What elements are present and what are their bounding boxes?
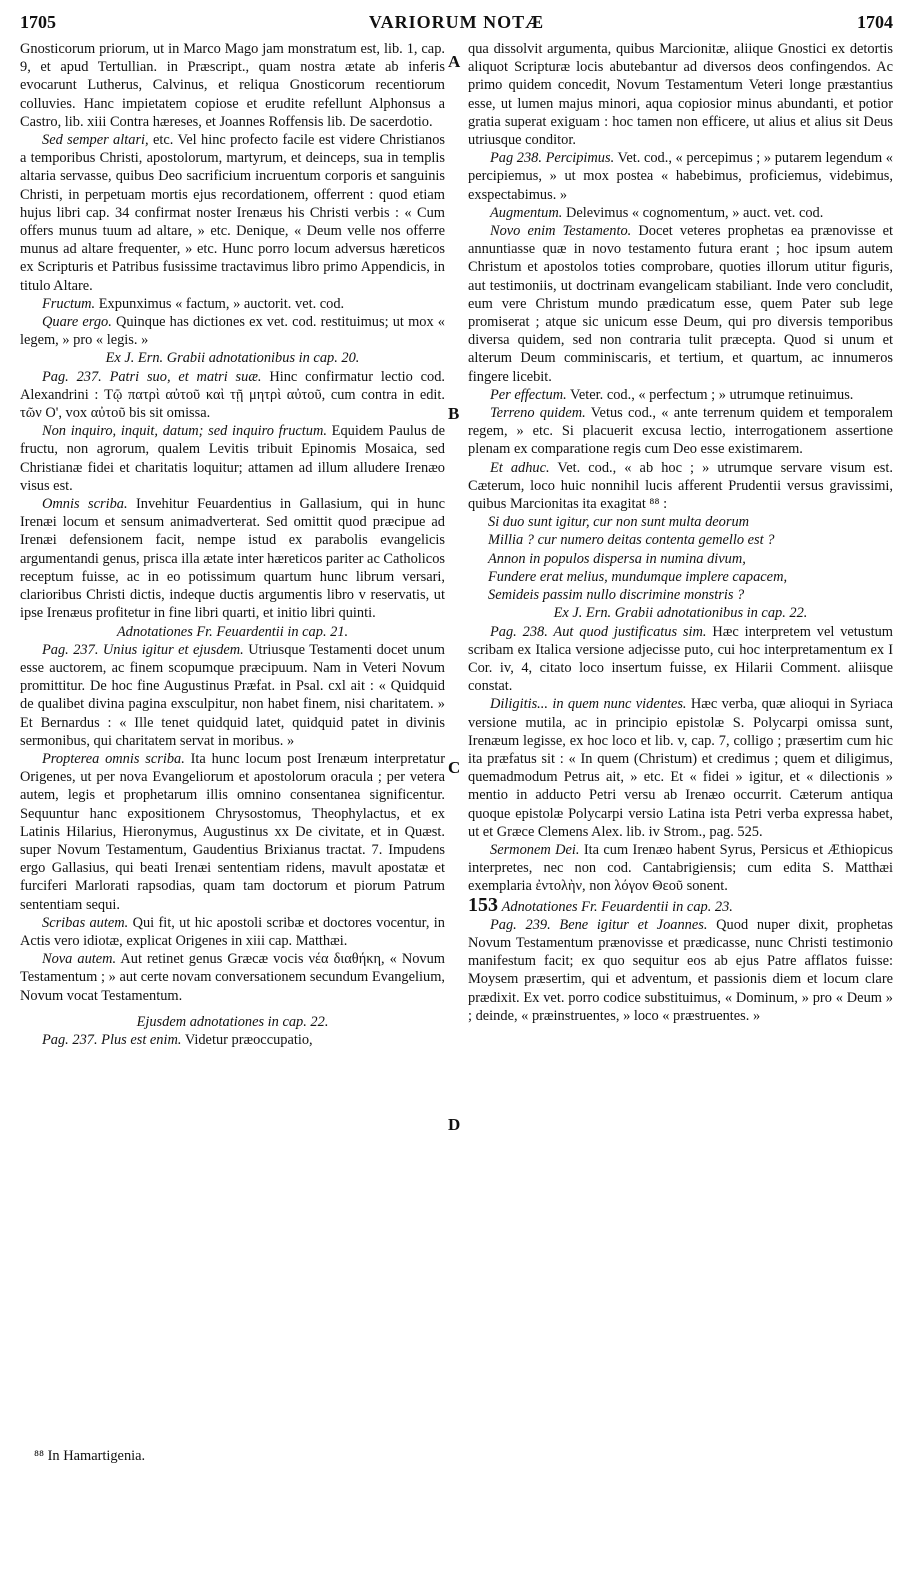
annotation-text: Vet. cod., « percepimus ; » putarem legendum « percipiemus, » ut mox postea « habebimus, proficiemus, videbimus, exspectabimus. » — [468, 150, 894, 203]
lemma: Pag. 237. Unius igitur et ejusdem. — [42, 641, 244, 658]
annotation-text: etc. Vel hinc profecto facile est videre Christianos a temporibus Christi, apostolorum, martyrum, et deinceps, sua in templis altaria servasse, quibus Deo sacrificium incruentum corporis et sanguinis Christi, in perpetuam mortis ejus recordationem, offerrent : quod etiam hujus libri cap. 34 confirmat noster Irenæus his Christi verbis : « Cum offers munus tuum ad altare, » etc. Denique, « Deum velle nos offerre munus ad altare frequenter, » etc. Hunc porro locum adversus hæreticos ex Scripturis et Patribus fusissime tractavimus libro primo Appendicis, in titulo Altare. — [20, 132, 445, 294]
verse-line: Fundere erat melius, mundumque implere capacem, — [488, 568, 788, 585]
lemma: Per effectum. — [490, 386, 567, 403]
annotation-paragraph — [20, 368, 445, 423]
section-heading: Ejusdem adnotationes in cap. 22. — [136, 1013, 329, 1030]
right-column — [468, 40, 893, 1025]
lemma: Nova autem. — [42, 951, 117, 968]
lemma: Pag 238. Percipimus. — [490, 150, 615, 167]
heading-text: Adnotationes Fr. Feuardentii in cap. 23. — [501, 898, 733, 915]
lemma: Et adhuc. — [490, 459, 550, 476]
paragraph: qua dissolvit argumenta, quibus Marcionitæ, aliique Gnostici ex detortis aliquot Scripturæ locis abutebantur ad diversos deos confingendos. Ac primo quidem concedit, Novum Testamentum Veteri longe præstantius esse, ut lumen majus minori, aqua copiosior minus abundanti, et potior gratia superat exiguam : hoc tamen non efficere, ut alius et alius sit Deus utriusque conditor. — [468, 41, 893, 149]
annotation-paragraph — [468, 623, 893, 696]
lemma: Diligitis... in quem nunc videntes. — [490, 696, 687, 713]
annotation-paragraph — [468, 404, 893, 459]
margin-marker-b: B — [448, 404, 460, 423]
annotation-paragraph — [468, 459, 893, 514]
margin-marker-c: C — [448, 758, 461, 777]
annotation-paragraph — [468, 149, 893, 204]
lemma: Pag. 237. Patri suo, et matri suæ. — [42, 368, 262, 385]
lemma: Sermonem Dei. — [490, 841, 580, 858]
folio-number: 153 — [468, 893, 498, 916]
annotation-paragraph — [20, 750, 445, 914]
annotation-paragraph — [468, 204, 893, 222]
annotation-paragraph — [468, 386, 893, 404]
annotation-paragraph — [20, 131, 445, 295]
annotation-paragraph — [468, 222, 893, 386]
section-heading: Ex J. Ern. Grabii adnotationibus in cap. 20. — [105, 350, 360, 367]
annotation-paragraph — [468, 916, 893, 1025]
verse-line: Semideis passim nullo discrimine monstris ? — [488, 587, 745, 604]
page-number-left: 1705 — [20, 12, 56, 32]
running-title: VARIORUM NOTÆ — [368, 12, 545, 32]
annotation-text: Ita cum Irenæo habent Syrus, Persicus et Æthiopicus interpretes, nec non cod. Cantabrigiensis; cum edita S. Matthæi exemplaria ἐντολὴν, non λόγον Θεοῦ sonent. — [468, 841, 893, 895]
lemma: Propterea omnis scriba. — [42, 750, 185, 767]
section-heading — [468, 893, 893, 916]
annotation-text: Qui fit, ut hic apostoli scribæ et doctores vocentur, in Actis vero idiotæ, explicat Origenes in xiii cap. Matthæi. — [20, 914, 445, 949]
section-heading: Ex J. Ern. Grabii adnotationibus in cap. 22. — [553, 605, 808, 622]
verse-line: Millia ? cur numero deitas contenta gemello est ? — [488, 532, 775, 549]
annotation-text: Equidem Paulus de fructu, non agrorum, qualem Levitis tribuit Epinomis Mosaica, sed Christianæ fidei et charitatis loquitur; attamen ad illum alludere Irenæo visus est. — [20, 423, 445, 494]
running-header — [20, 12, 893, 38]
footnote: ⁸⁸ In Hamartigenia. — [34, 1448, 146, 1464]
annotation-paragraph — [468, 841, 893, 896]
lemma: Novo enim Testamento. — [490, 223, 632, 240]
annotation-text: Quinque has dictiones ex vet. cod. restituimus; ut mox « legem, » pro « legis. » — [20, 314, 445, 349]
annotation-text: Docet veteres prophetas ea prænovisse et annuntiasse quæ in novo testamento futura erant ; hoc ipsum autem Christum et apostolos toties comprobare, quoties illorum utitur figuris, aut testimoniis, ut doctrinam evangelicam stabiliant. Inde vero concludit, eum vere Christum mundo prædicatum esse, quem Pater sub lege promiserat ; atque sic unicum esse Deum, qui pro diversis temporibus diversa quidem, sed non contraria tulit præcepta. Quod si unum et alterum Deum comminiscaris, et tertium, et quartum, ac innumeros fingere licebit. — [468, 223, 893, 385]
annotation-text: Hæc interpretem vel vetustum scribam ex Italica versione adjecisse puto, cui hoc interpretamentum ex I Cor. iv, 4, citato loco insertum fuisse, ex Hilarii Comment. aliisque constat. — [468, 623, 893, 695]
annotation-text: Vet. cod., « ab hoc ; » utrumque servare visum est. Cæterum, loco huic nonnihil lucis afferent Prudentii versus gravissimi, quibus Marcionitas ita exagitat ⁸⁸ : — [468, 459, 893, 513]
annotation-text: Invehitur Feuardentius in Gallasium, qui in hunc Irenæi locum et sensum animadverterat. Sed omittit quod præcipue ad Irenæi defensionem facit, nempe istud ex parabolis evangelicis argumentandi genus, prisca illa ætate inter hæreticos pariter ac Catholicos receptum fuisse, ac in eo potissimum quartum hunc librum versari, clarioribus Christi dictis, indeque ductis argumentis libro v reservatis, ut ipse Irenæus profitetur in fine libri quarti, et initio libri quinti. — [20, 496, 445, 622]
annotation-paragraph — [20, 313, 445, 349]
margin-marker-d: D — [448, 1115, 461, 1134]
annotation-text: Ita hunc locum post Irenæum interpretatur Origenes, ut per nova Evangeliorum et apostolorum oracula ; per vetera autem, legis et prophetarum illis omnino consentanea significentur. Sequuntur hanc expositionem Chrysostomus, Theophylactus, et ex Latinis Hilarius, Hieronymus, Augustinus xx De civitate, et in Quæst. super Novum Testamentum, Gaudentius Brixianus tractat. 7. Impudens ergo Gallasius, qui beati Irenæi sententiam ridens, mavult apostatæ et furciferi Marlorati rapsodias, quam tam doctorum et piorum Patrum sententiam sequi. — [20, 750, 446, 913]
lemma: Sed semper altari, — [42, 132, 149, 149]
annotation-paragraph — [20, 914, 445, 950]
lemma: Augmentum. — [490, 204, 563, 221]
annotation-text: Videtur præoccupatio, — [181, 1031, 313, 1048]
annotation-text: Hinc confirmatur lectio cod. Alexandrini : Τῷ πατρὶ αὐτοῦ καὶ τῇ μητρὶ αὐτοῦ, cum contra in edit. τῶν Ο', vox αὐτοῦ bis sit omissa. — [20, 368, 445, 422]
page-number-right: 1704 — [857, 12, 893, 32]
annotation-paragraph — [20, 1031, 445, 1049]
verse-block — [468, 513, 893, 604]
verse-line: Annon in populos dispersa in numina divum, — [488, 550, 746, 567]
paragraph: Gnosticorum priorum, ut in Marco Mago jam monstratum est, lib. 1, cap. 9, et apud Tertullian. in Præscript., quam nostra ætate ab inferis evocarunt Lutherus, Calvinus, et reliqua Gnosticorum recentiorum colluvies. Hanc impietatem copiose et erudite refellunt Alphonsus a Castro, lib. xiii Contra hæreses, et Joannes Roffensis lib. De sacerdotio. — [20, 41, 445, 130]
lemma: Terreno quidem. — [490, 405, 586, 422]
lemma: Pag. 237. Plus est enim. — [42, 1031, 182, 1048]
annotation-paragraph — [468, 695, 893, 841]
annotation-paragraph — [20, 641, 445, 750]
annotation-paragraph — [20, 495, 445, 622]
lemma: Scribas autem. — [42, 914, 129, 931]
annotation-text: Delevimus « cognomentum, » auct. vet. cod. — [562, 204, 824, 221]
verse-line: Si duo sunt igitur, cur non sunt multa deorum — [488, 514, 750, 531]
section-heading: Adnotationes Fr. Feuardentii in cap. 21. — [116, 623, 349, 640]
annotation-text: Vetus cod., « ante terrenum quidem et temporalem regem, » etc. Si placuerit excusa lectio, interrogationem assertione plenam ex comparatione regis cum Deo esse existimarem. — [468, 405, 893, 458]
annotation-text: Expunximus « factum, » auctorit. vet. cod. — [95, 295, 345, 312]
lemma: Fructum. — [42, 295, 96, 312]
annotation-text: Hæc verba, quæ alioqui in Syriaca versione mutila, ac in principio epistolæ S. Polycarpi omissa sunt, Irenæum legisse, ex hoc loco et lib. v, cap. 7, colligo ; præsertim cum hic ita præfatus sit : « In quem (Christum) et credimus ; quem et diligimus, quemadmodum Petrus ait, » etc. Et « fidei » igitur, et « dilectionis » mentio in adducto Petri versu ab Irenæo occurrit. Cæterum antiqua quoque epistolæ Polycarpi versio Latina ista Petri verba expressa habet, ut et Græce Clemens Alex. lib. iv Strom., pag. 525. — [468, 696, 893, 840]
annotation-text: Quod nuper dixit, prophetas Novum Testamentum prænovisse et prædicasse, nunc Christi testimonio manifestum facit; ex quo sequitur eos ab ejus Patre afflatos fuisse: Moysem præsertim, qui et adventum, et passionis diem et locum clare prædixit. Ex vet. porro codice substituimus, « Dominum, » pro « Deum » ; deinde, « præinstruentes, » loco « præstruentes. » — [468, 916, 893, 1024]
annotation-paragraph — [20, 950, 445, 1005]
lemma: Omnis scriba. — [42, 496, 128, 513]
annotation-paragraph — [20, 422, 445, 495]
annotation-text: Veter. cod., « perfectum ; » utrumque retinuimus. — [566, 386, 854, 403]
lemma: Pag. 239. Bene igitur et Joannes. — [490, 916, 708, 933]
margin-marker-a: A — [448, 52, 461, 71]
annotation-paragraph — [20, 295, 445, 313]
annotation-text: Aut retinet genus Græcæ vocis νέα διαθήκη, « Novum Testamentum ; » aut certe novam conversationem secundum Evangelium, Novum vocat Testamentum. — [20, 951, 445, 1004]
lemma: Quare ergo. — [42, 314, 112, 331]
lemma: Non inquiro, inquit, datum; sed inquiro fructum. — [42, 423, 327, 440]
annotation-text: Utriusque Testamenti docet unum esse auctorem, ac finem scopumque præcipuum. Nam in Veteri Novum promittitur. De hoc fine Augustinus Præfat. in Psal. cxl ait : « Quidquid de qualibet divina pagina exsculpitur, non habet finem, nisi charitatem. » Et Bernardus : « Ille tenet quidquid latet, quidquid patet in divinis sermonibus, qui charitatem servat in moribus. » — [20, 641, 445, 749]
left-column — [20, 40, 445, 1049]
lemma: Pag. 238. Aut quod justificatus sim. — [490, 623, 707, 640]
